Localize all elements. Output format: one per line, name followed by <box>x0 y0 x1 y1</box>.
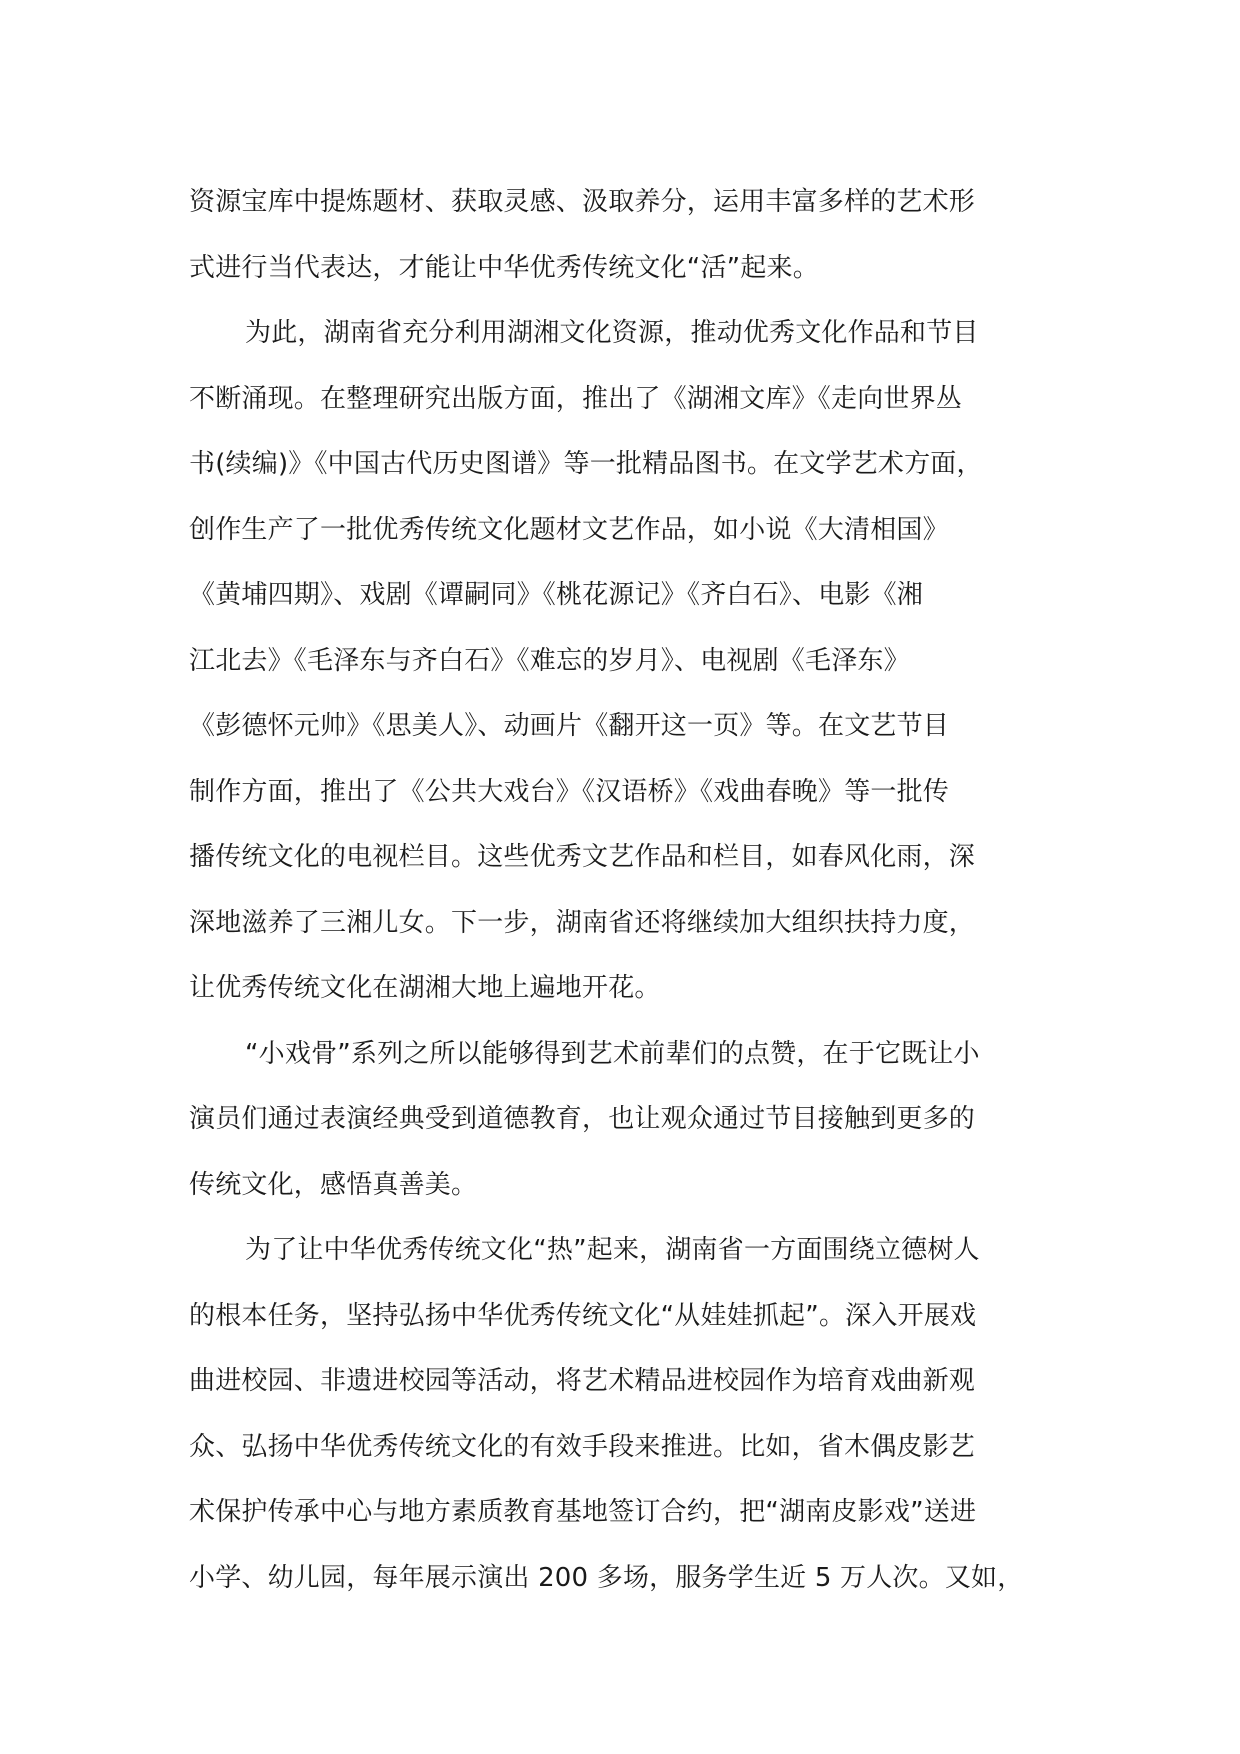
text-line: 曲进校园、非遗进校园等活动，将艺术精品进校园作为培育戏曲新观 <box>189 1366 976 1396</box>
text-line: 式进行当代表达，才能让中华优秀传统文化“活”起来。 <box>189 252 819 283</box>
text-line: 让优秀传统文化在湖湘大地上遍地开花。 <box>189 973 661 1003</box>
paragraph-first-line: “小戏骨”系列之所以能够得到艺术前辈们的点赞，在于它既让小 <box>245 1038 980 1069</box>
text-line: 不断涌现。在整理研究出版方面，推出了《湖湘文库》《走向世界丛 <box>189 383 963 414</box>
text-line: 众、弘扬中华优秀传统文化的有效手段来推进。比如，省木偶皮影艺 <box>189 1431 976 1462</box>
paragraph-first-line: 为了让中华优秀传统文化“热”起来，湖南省一方面围绕立德树人 <box>245 1235 980 1265</box>
text-line: 创作生产了一批优秀传统文化题材文艺作品，如小说《大清相国》 <box>189 514 949 545</box>
text-line: 小学、幼儿园，每年展示演出 200 多场，服务学生近 5 万人次。又如， <box>189 1562 1024 1593</box>
text-line: 的根本任务，坚持弘扬中华优秀传统文化“从娃娃抓起”。深入开展戏 <box>189 1300 977 1331</box>
text-line: 《黄埔四期》、戏剧《谭嗣同》《桃花源记》《齐白石》、电影《湘 <box>189 580 924 610</box>
text-line: 制作方面，推出了《公共大戏台》《汉语桥》《戏曲春晚》等一批传 <box>189 776 950 807</box>
text-line: 术保护传承中心与地方素质教育基地签订合约，把“湖南皮影戏”送进 <box>189 1497 977 1527</box>
text-line: 资源宝库中提炼题材、获取灵感、汲取养分，运用丰富多样的艺术形 <box>189 187 976 217</box>
text-line: 《彭德怀元帅》《思美人》、动画片《翻开这一页》等。在文艺节目 <box>189 711 950 741</box>
text-line: 江北去》《毛泽东与齐白石》《难忘的岁月》、电视剧《毛泽东》 <box>189 645 910 676</box>
text-line: 书(续编)》《中国古代历史图谱》等一批精品图书。在文学艺术方面， <box>189 449 983 479</box>
paragraph-first-line: 为此，湖南省充分利用湖湘文化资源，推动优秀文化作品和节目 <box>245 318 979 348</box>
body-text <box>189 170 1069 1611</box>
text-line: 播传统文化的电视栏目。这些优秀文艺作品和栏目，如春风化雨，深 <box>189 842 976 872</box>
text-line: 深地滋养了三湘儿女。下一步，湖南省还将继续加大组织扶持力度， <box>189 907 976 938</box>
text-line: 演员们通过表演经典受到道德教育，也让观众通过节目接触到更多的 <box>189 1104 976 1134</box>
text-line: 传统文化，感悟真善美。 <box>189 1169 478 1200</box>
